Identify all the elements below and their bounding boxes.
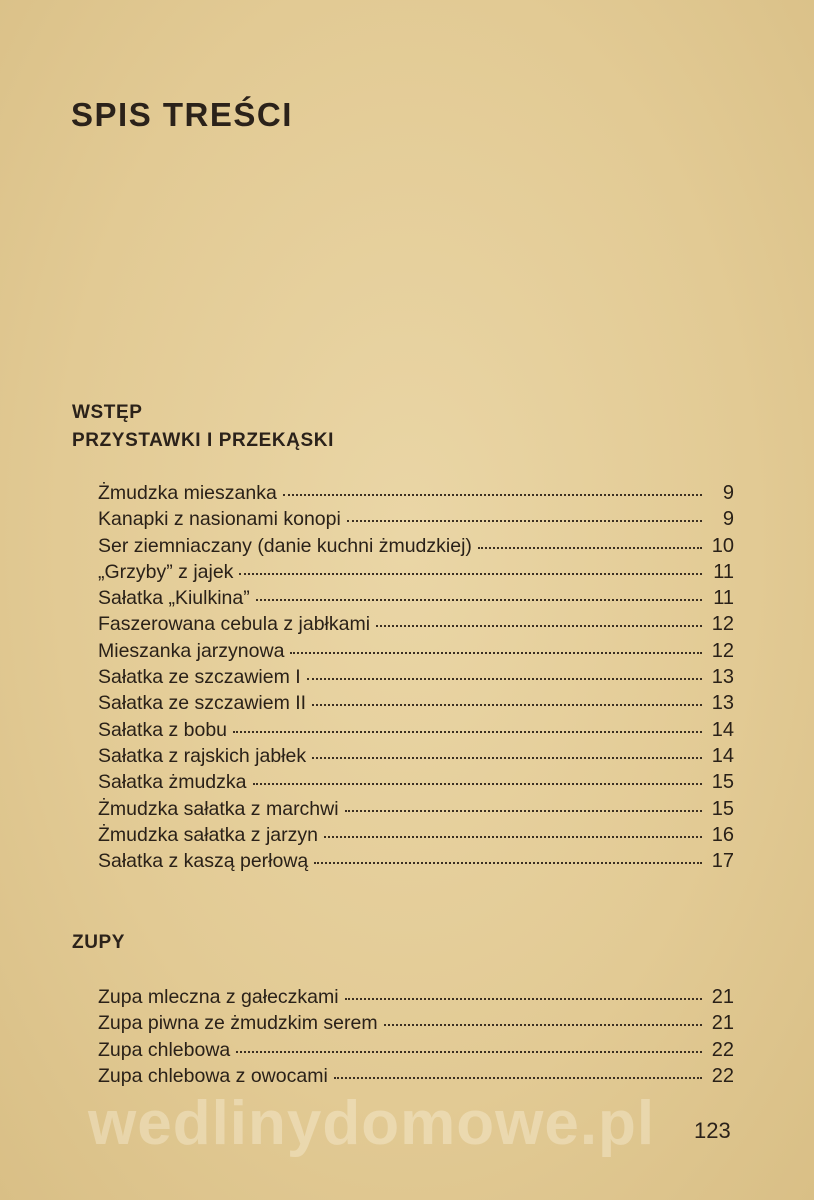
toc-entry-page: 21 [711,986,734,1008]
toc-entry-page: 17 [711,850,734,873]
toc-entry [98,1037,734,1063]
toc-entry-page: 21 [711,1012,734,1035]
toc-leader-dots [283,494,702,496]
toc-entry-page: 11 [713,560,734,583]
toc-entry-label: Zupa chlebowa z owocami [98,1064,328,1087]
toc-entry [98,664,734,690]
toc-entry [98,848,734,874]
page-title: SPIS TREŚCI [71,96,293,133]
toc-entry [98,822,734,848]
toc-leader-dots [239,573,702,575]
toc-entry-page: 9 [722,508,734,531]
toc-entry [98,743,734,769]
toc-list-appetizers [98,480,734,874]
section-heading-appetizers: PRZYSTAWKI I PRZEKĄSKI [72,430,334,451]
toc-leader-dots [345,810,702,812]
toc-entry-page: 13 [711,666,734,689]
toc-entry [98,585,734,611]
toc-entry-page: 15 [711,771,734,794]
toc-entry-label: Kanapki z nasionami konopi [98,508,341,531]
toc-entry-page: 12 [711,639,734,662]
toc-entry [98,769,734,795]
toc-leader-dots [256,599,702,601]
toc-entry-label: Zupa mleczna z gałeczkami [98,986,339,1008]
toc-leader-dots [233,731,702,733]
toc-entry-label: Zupa chlebowa [98,1038,231,1061]
toc-entry [98,506,734,532]
toc-entry-label: „Grzyby” z jajek [98,560,234,583]
toc-leader-dots [376,625,702,627]
toc-entry [98,1010,734,1036]
toc-entry-label: Sałatka z kaszą perłową [98,850,309,873]
toc-leader-dots [307,678,702,680]
toc-leader-dots [478,547,702,549]
toc-entry-page: 12 [711,613,734,636]
toc-entry-label: Ser ziemniaczany (danie kuchni żmudzkiej) [98,534,472,557]
section-heading-intro: WSTĘP [72,402,143,423]
toc-entry [98,559,734,585]
page-number: 123 [694,1118,731,1143]
toc-entry-page: 14 [711,718,734,741]
toc-entry-label: Sałatka „Kiulkina” [98,587,250,610]
toc-entry [98,611,734,637]
toc-leader-dots [334,1077,702,1079]
toc-entry-label: Mieszanka jarzynowa [98,639,285,662]
toc-entry-label: Sałatka z bobu [98,718,228,741]
toc-entry [98,533,734,559]
toc-entry-label: Faszerowana cebula z jabłkami [98,613,371,636]
toc-entry [98,796,734,822]
toc-entry [98,690,734,716]
toc-entry-page: 11 [713,587,734,610]
toc-leader-dots [253,783,703,785]
toc-entry-page: 14 [711,744,734,767]
toc-entry-page: 15 [711,797,734,820]
toc-entry-label: Zupa piwna ze żmudzkim serem [98,1012,378,1035]
toc-entry-label: Żmudzka mieszanka [98,482,277,504]
toc-entry-page: 9 [722,482,734,504]
toc-entry [98,480,734,506]
toc-leader-dots [314,862,702,864]
toc-entry-label: Żmudzka sałatka z marchwi [98,797,339,820]
toc-entry-page: 22 [711,1064,734,1087]
toc-leader-dots [345,998,702,1000]
toc-entry [98,1063,734,1089]
watermark: wedlinydomowe.pl [88,1089,656,1158]
toc-entry-label: Sałatka z rajskich jabłek [98,744,307,767]
toc-leader-dots [290,652,702,654]
section-heading-soups: ZUPY [72,932,126,953]
toc-entry-label: Sałatka ze szczawiem II [98,692,307,715]
toc-entry-label: Sałatka ze szczawiem I [98,666,301,689]
toc-leader-dots [384,1024,702,1026]
toc-entry [98,638,734,664]
toc-entry [98,984,734,1010]
toc-entry-label: Żmudzka sałatka z jarzyn [98,823,318,846]
toc-leader-dots [312,757,702,759]
toc-entry-page: 22 [711,1038,734,1061]
toc-entry [98,717,734,743]
toc-list-soups [98,984,734,1089]
toc-leader-dots [312,704,702,706]
toc-leader-dots [324,836,702,838]
toc-entry-page: 16 [711,823,734,846]
toc-entry-label: Sałatka żmudzka [98,771,247,794]
toc-entry-page: 13 [711,692,734,715]
toc-leader-dots [347,520,702,522]
toc-leader-dots [236,1051,702,1053]
toc-entry-page: 10 [711,534,734,557]
